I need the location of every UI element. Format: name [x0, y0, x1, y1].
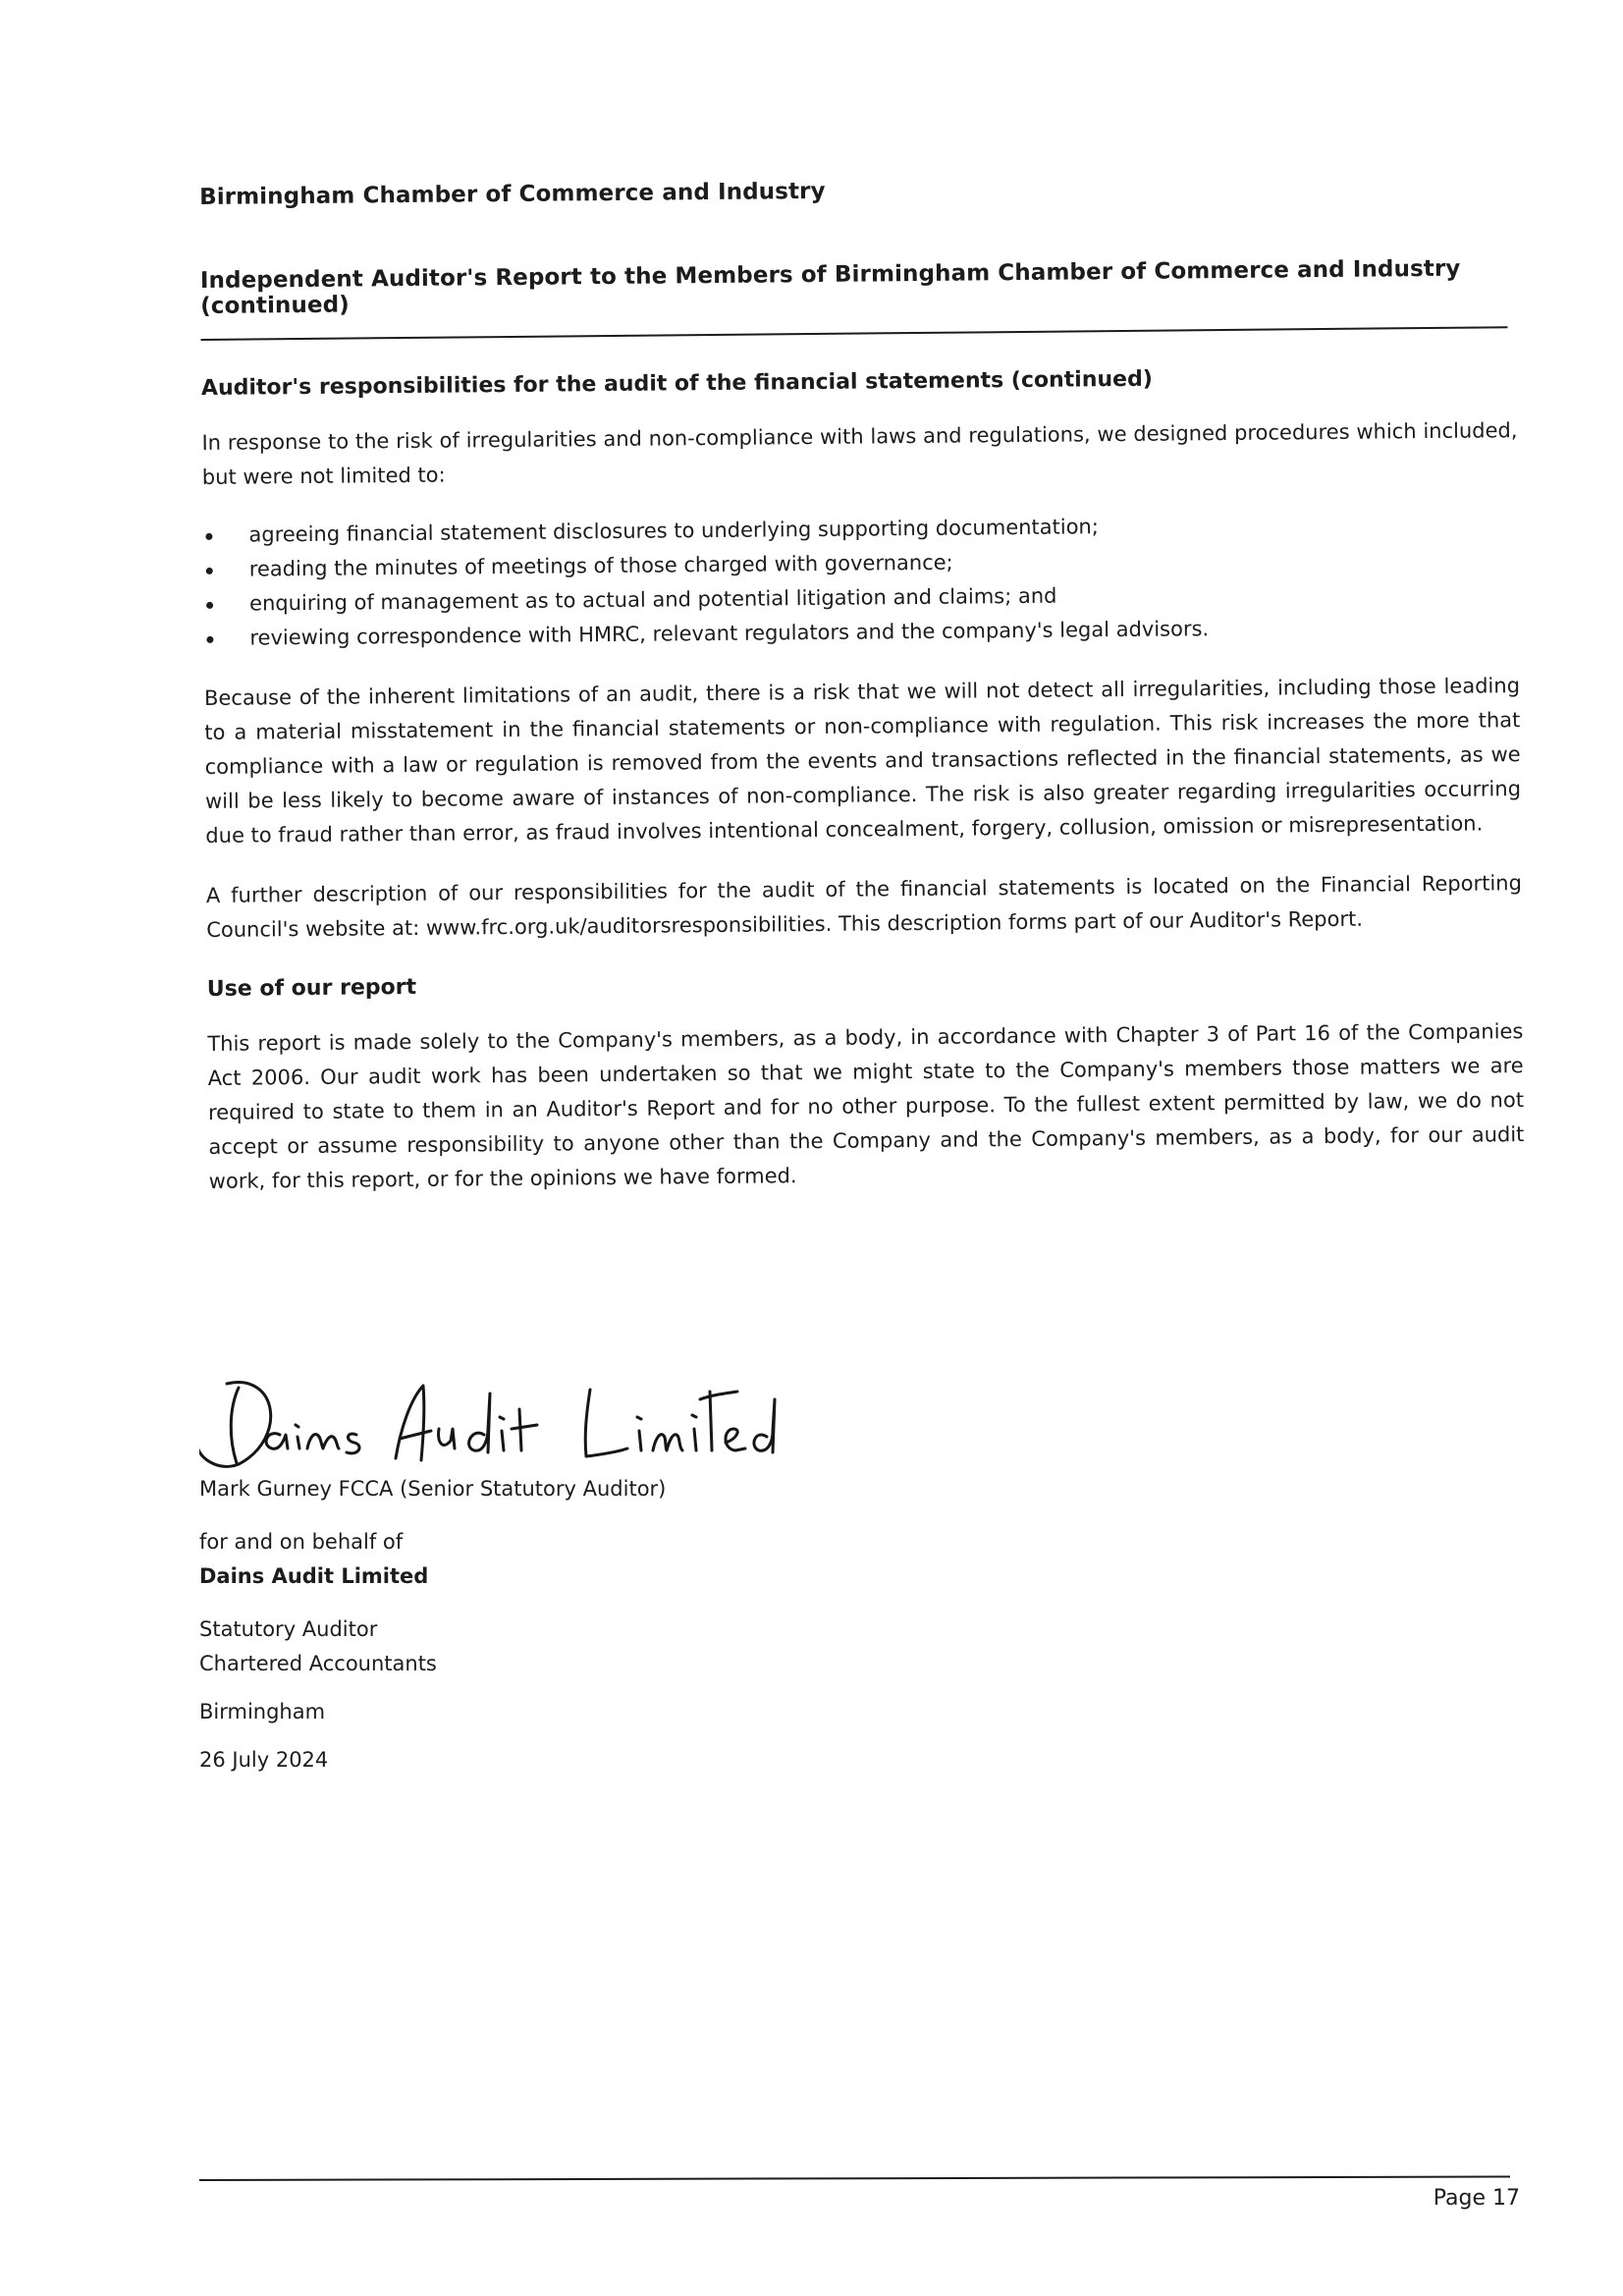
- bullet-icon: [205, 533, 212, 540]
- list-item-text: reading the minutes of meetings of those charged with governance;: [248, 550, 953, 581]
- header-divider: [201, 326, 1508, 341]
- responsibilities-heading: Auditor's responsibilities for the audit of the financial statements (continued): [200, 366, 1153, 401]
- footer-divider: [199, 2176, 1510, 2181]
- responsibilities-intro: In response to the risk of irregularities and non-compliance with laws and regulations, we designed procedures which included, but were not limited to:: [201, 418, 1518, 489]
- page-number: Page 17: [1433, 2186, 1520, 2211]
- list-item-text: enquiring of management as to actual and potential litigation and claims; and: [248, 583, 1057, 616]
- list-item-text: reviewing correspondence with HMRC, relevant regulators and the company's legal advisors.: [249, 617, 1210, 650]
- procedures-list: [202, 506, 1519, 656]
- signatory-name: Mark Gurney FCCA (Senior Statutory Auditor): [199, 1477, 667, 1501]
- further-description-paragraph: A further description of our responsibilities for the audit of the financial statements is located on the Financial Reporting Council's website at: www.frc.org.uk/auditorsresponsibilities. This description forms part of our Auditor's Report.: [205, 871, 1523, 942]
- use-of-report-paragraph: This report is made solely to the Company's members, as a body, in accordance with Chapter 3 of Part 16 of the Companies Act 2006. Our audit work has been undertaken so that we might state to the Company's members those matters we are required to state to them in an Auditor's Report and for no other purpose. To the fullest extent permitted by law, we do not accept or assume responsibility to anyone other than the Company and the Company's members, as a body, for our audit work, for this report, or for the opinions we have formed.: [207, 1019, 1525, 1193]
- on-behalf-text: for and on behalf of: [199, 1530, 404, 1554]
- firm-name: Dains Audit Limited: [199, 1564, 429, 1588]
- use-of-report-heading: Use of our report: [206, 974, 417, 1002]
- signing-location: Birmingham: [199, 1700, 326, 1723]
- bullet-icon: [206, 602, 213, 609]
- bullet-icon: [206, 636, 213, 643]
- signing-date: 26 July 2024: [199, 1748, 329, 1772]
- firm-role-statutory: Statutory Auditor: [199, 1617, 378, 1641]
- signature-block: [199, 1370, 887, 1777]
- report-body: [199, 172, 1525, 1199]
- report-title: Independent Auditor's Report to the Members of Birmingham Chamber of Commerce and Industry (continued): [199, 255, 1461, 319]
- firm-role-chartered: Chartered Accountants: [199, 1652, 437, 1675]
- organisation-name: Birmingham Chamber of Commerce and Industry: [199, 178, 826, 210]
- list-item-text: agreeing financial statement disclosures to underlying supporting documentation;: [248, 515, 1099, 547]
- bullet-icon: [206, 568, 213, 574]
- limitations-paragraph: Because of the inherent limitations of an audit, there is a risk that we will not detect all irregularities, including those leading to a material misstatement in the financial statements or non-compliance with regulation. This risk increases the more that compliance with a law or regulation is removed from the events and transactions reflected in the financial statements, as we will be less likely to become aware of instances of non-compliance. The risk is also greater regarding irregularities occurring due to fraud rather than error, as fraud involves intentional concealment, forgery, collusion, omission or misrepresentation.: [203, 674, 1522, 847]
- handwritten-signature: [199, 1370, 788, 1478]
